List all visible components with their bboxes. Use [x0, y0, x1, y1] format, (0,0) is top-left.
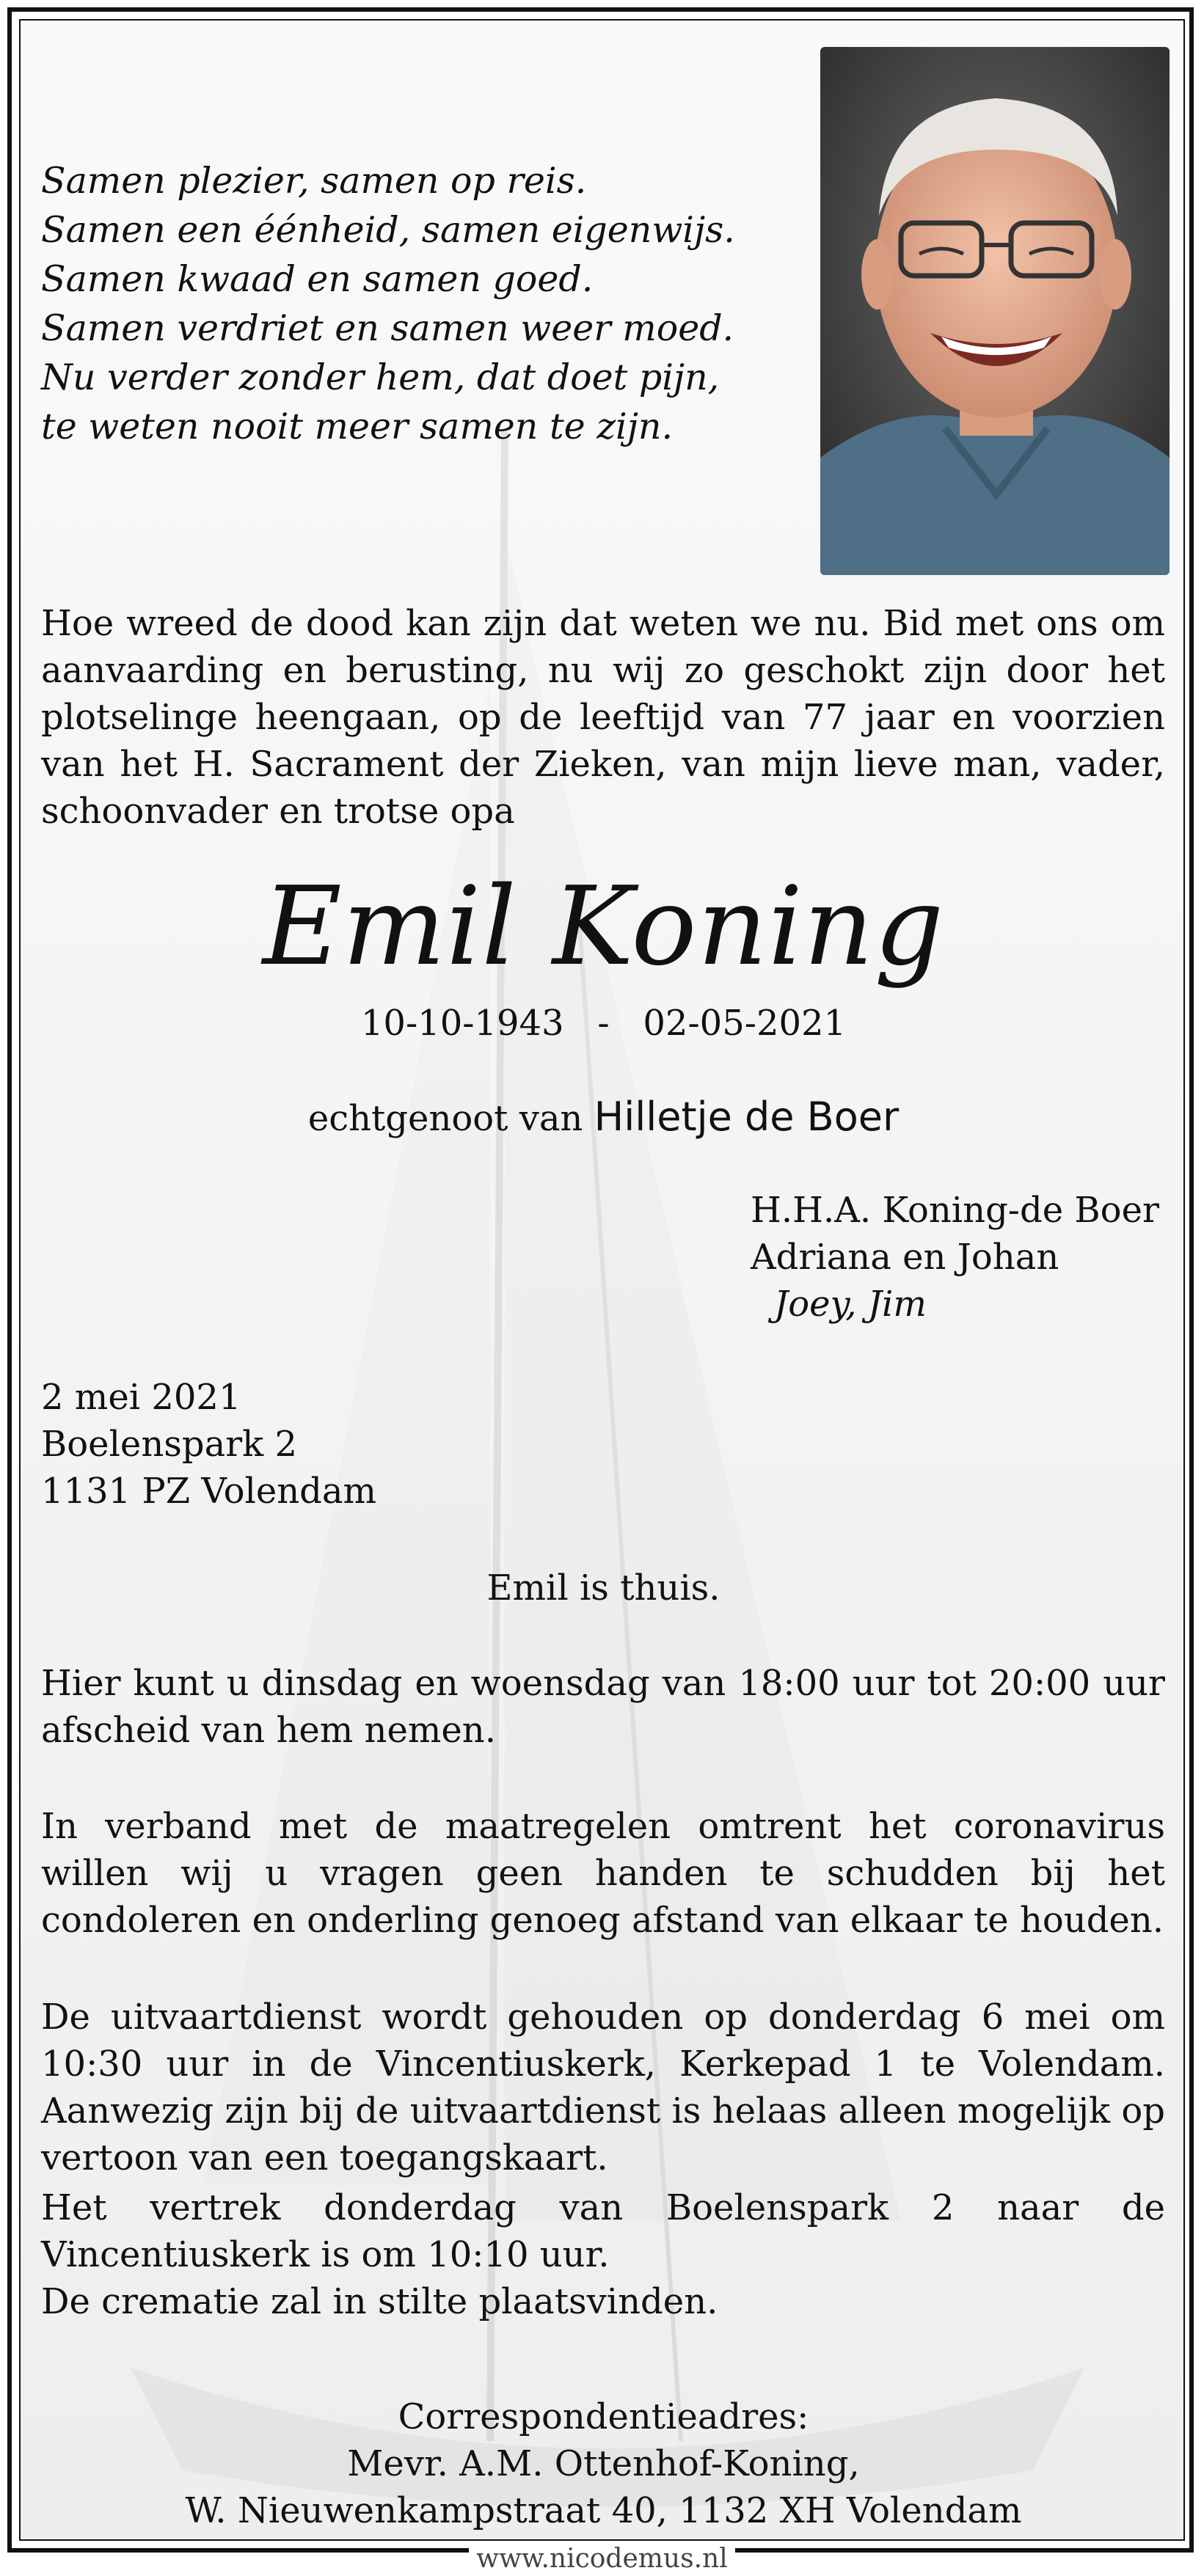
deceased-name: Emil Koning [262, 863, 945, 989]
poem-line: Samen verdriet en samen weer moed. [41, 307, 734, 349]
home-note: Emil is thuis. [486, 1567, 720, 1609]
grandchildren: Joey, Jim [774, 1284, 927, 1325]
poem-line: Samen kwaad en samen goed. [41, 258, 594, 300]
footer-url [0, 2544, 1204, 2574]
announcement-card [19, 19, 1185, 2541]
departure-text: Het vertrek donderdag van Boelenspark 2 naar de Vincentiuskerk is om 10:10 uur. [41, 2187, 1165, 2275]
address-city: 1131 PZ Volendam [41, 1471, 377, 1512]
life-dates: 10-10-1943 - 02-05-2021 [360, 1003, 847, 1044]
poem [41, 156, 775, 451]
service-paragraph: De uitvaartdienst wordt gehouden op donderdag 6 mei om 10:30 uur in de Vincentiuskerk, Kerkepad 1 te Volendam. Aanwezig zijn bij de uitvaartdienst is helaas alleen mogelijk op vertoon van een toegangskaart. [41, 1997, 1165, 2178]
portrait-photo [820, 47, 1170, 575]
poem-line: Nu verder zonder hem, dat doet pijn, [41, 356, 720, 398]
spouse-prefix: echtgenoot van [307, 1098, 583, 1139]
correspondence-address [21, 2393, 1185, 2534]
correspondence-street: W. Nieuwenkampstraat 40, 1132 XH Volendam [185, 2490, 1022, 2531]
corona-paragraph: In verband met de maatregelen omtrent het coronavirus willen wij u vragen geen handen te schudden bij het condoleren en onderling genoeg afstand van elkaar te houden. [41, 1806, 1165, 1941]
departure-paragraph [41, 2184, 1165, 2325]
spouse-line [21, 1091, 1185, 1144]
footer-link[interactable]: www.nicodemus.nl [469, 2544, 734, 2574]
poem-line: te weten nooit meer samen te zijn. [41, 406, 674, 447]
poem-line: Samen plezier, samen op reis. [41, 160, 587, 202]
cremation-text: De crematie zal in stilte plaatsvinden. [41, 2281, 718, 2322]
farewell-paragraph: Hier kunt u dinsdag en woensdag van 18:00 uur tot 20:00 uur afscheid van hem nemen. [41, 1663, 1165, 1751]
address-street: Boelenspark 2 [41, 1424, 298, 1465]
correspondence-label: Correspondentieadres: [398, 2396, 809, 2437]
family-line: Adriana en Johan [751, 1237, 1059, 1278]
poem-line: Samen een éénheid, samen eigenwijs. [41, 209, 735, 251]
spouse-name: Hilletje de Boer [594, 1094, 900, 1140]
family-line: H.H.A. Koning-de Boer [751, 1190, 1159, 1231]
correspondence-name: Mevr. A.M. Ottenhof-Koning, [347, 2443, 860, 2484]
intro-text: Hoe wreed de dood kan zijn dat weten we nu. Bid met ons om aanvaarding en berusting, nu wij zo geschokt zijn door het plotselinge heengaan, op de leeftijd van 77 jaar en voorzien van het H. Sacrament der Zieken, van mijn lieve man, vader, schoonvader en trotse opa [41, 603, 1165, 832]
family-list [751, 1187, 1176, 1328]
address-date: 2 mei 2021 [41, 1377, 241, 1418]
home-address [41, 1374, 628, 1515]
